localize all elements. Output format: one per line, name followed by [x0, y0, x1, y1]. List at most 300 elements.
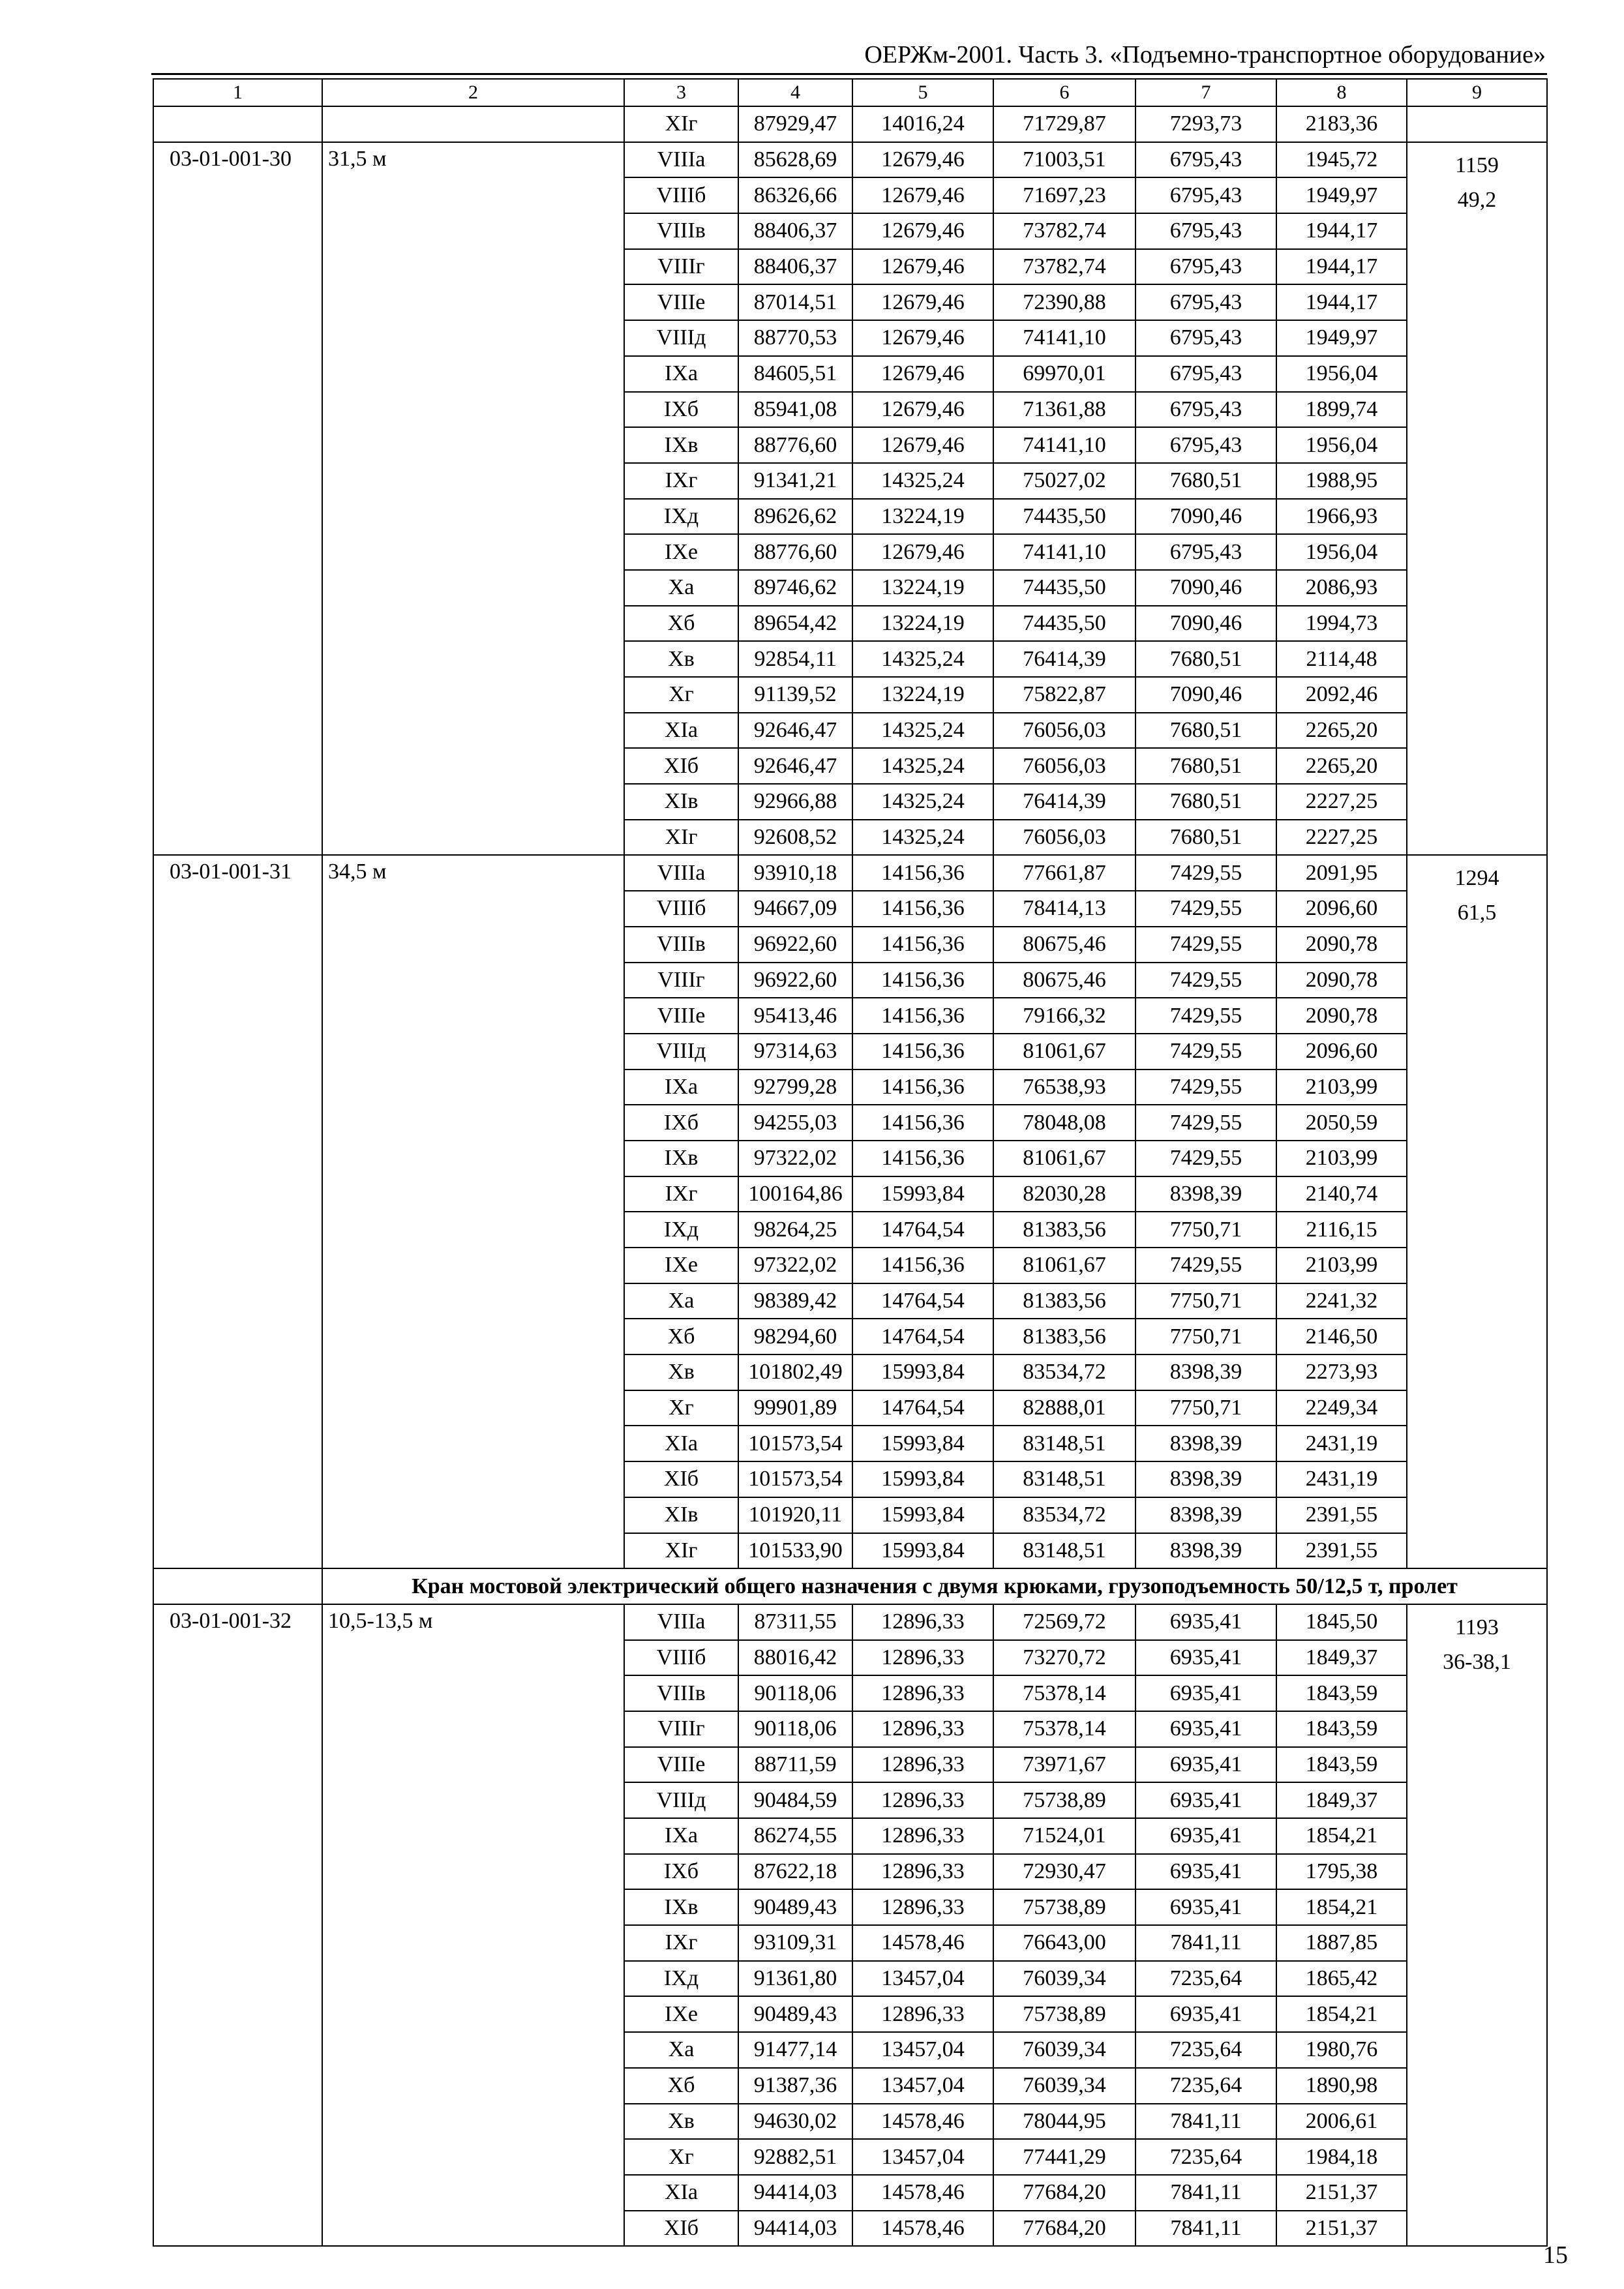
value-cell: 2391,55	[1276, 1497, 1407, 1533]
value-cell: 13457,04	[852, 1961, 993, 1997]
crane-type-cell: XIг	[624, 1533, 738, 1569]
value-cell: 74141,10	[993, 427, 1135, 463]
value-cell: 14764,54	[852, 1319, 993, 1354]
value-cell: 7680,51	[1135, 713, 1276, 749]
crane-type-cell: IXв	[624, 1141, 738, 1176]
value-cell: 12679,46	[852, 249, 993, 285]
crane-type-cell: XIа	[624, 1426, 738, 1461]
crane-type-cell: XIб	[624, 1461, 738, 1497]
value-cell: 7750,71	[1135, 1212, 1276, 1248]
value-cell: 83148,51	[993, 1461, 1135, 1497]
value-cell: 77684,20	[993, 2211, 1135, 2247]
value-cell: 2183,36	[1276, 106, 1407, 142]
value-cell: 1944,17	[1276, 249, 1407, 285]
value-cell: 75027,02	[993, 463, 1135, 499]
value-cell: 12896,33	[852, 1711, 993, 1747]
rate-code-cell: 03-01-001-30	[153, 142, 322, 856]
value-cell: 83534,72	[993, 1354, 1135, 1390]
value-cell: 76056,03	[993, 748, 1135, 784]
crane-type-cell: VIIIд	[624, 1034, 738, 1070]
empty-cell	[1407, 106, 1547, 142]
value-cell: 8398,39	[1135, 1176, 1276, 1212]
crane-type-cell: IXг	[624, 1176, 738, 1212]
crane-type-cell: VIIIа	[624, 1604, 738, 1640]
value-cell: 7841,11	[1135, 2175, 1276, 2211]
value-cell: 13224,19	[852, 677, 993, 713]
value-cell: 73270,72	[993, 1640, 1135, 1676]
value-cell: 6935,41	[1135, 1604, 1276, 1640]
value-cell: 12896,33	[852, 1604, 993, 1640]
value-cell: 74435,50	[993, 499, 1135, 535]
value-cell: 101573,54	[738, 1461, 852, 1497]
crane-type-cell: Xб	[624, 606, 738, 642]
value-cell: 14325,24	[852, 713, 993, 749]
mass-value: 36-38,1	[1443, 1649, 1511, 1674]
value-cell: 97322,02	[738, 1248, 852, 1283]
value-cell: 14156,36	[852, 1105, 993, 1141]
value-cell: 84605,51	[738, 356, 852, 392]
value-cell: 89626,62	[738, 499, 852, 535]
value-cell: 8398,39	[1135, 1497, 1276, 1533]
crane-type-cell: IXв	[624, 427, 738, 463]
value-cell: 91387,36	[738, 2068, 852, 2104]
mass-value: 1193	[1455, 1615, 1499, 1639]
value-cell: 7680,51	[1135, 463, 1276, 499]
value-cell: 15993,84	[852, 1461, 993, 1497]
value-cell: 88016,42	[738, 1640, 852, 1676]
value-cell: 93109,31	[738, 1925, 852, 1961]
value-cell: 15993,84	[852, 1354, 993, 1390]
value-cell: 73782,74	[993, 213, 1135, 249]
value-cell: 72390,88	[993, 284, 1135, 320]
crane-type-cell: XIб	[624, 748, 738, 784]
value-cell: 15993,84	[852, 1176, 993, 1212]
crane-type-cell: VIIIв	[624, 927, 738, 963]
value-cell: 7235,64	[1135, 2068, 1276, 2104]
value-cell: 86274,55	[738, 1818, 852, 1854]
value-cell: 71697,23	[993, 177, 1135, 213]
value-cell: 94414,03	[738, 2211, 852, 2247]
crane-type-cell: VIIIг	[624, 1711, 738, 1747]
value-cell: 8398,39	[1135, 1426, 1276, 1461]
value-cell: 1980,76	[1276, 2032, 1407, 2068]
value-cell: 87929,47	[738, 106, 852, 142]
value-cell: 101533,90	[738, 1533, 852, 1569]
value-cell: 7750,71	[1135, 1390, 1276, 1426]
value-cell: 82888,01	[993, 1390, 1135, 1426]
value-cell: 12679,46	[852, 213, 993, 249]
value-cell: 76414,39	[993, 784, 1135, 820]
crane-type-cell: VIIIа	[624, 855, 738, 891]
crane-type-cell: Xб	[624, 1319, 738, 1354]
value-cell: 14156,36	[852, 855, 993, 891]
value-cell: 7680,51	[1135, 641, 1276, 677]
value-cell: 92882,51	[738, 2139, 852, 2175]
value-cell: 96922,60	[738, 963, 852, 998]
value-cell: 12679,46	[852, 284, 993, 320]
value-cell: 14156,36	[852, 1248, 993, 1283]
value-cell: 76056,03	[993, 713, 1135, 749]
value-cell: 2006,61	[1276, 2104, 1407, 2140]
crane-type-cell: Xа	[624, 570, 738, 606]
value-cell: 2391,55	[1276, 1533, 1407, 1569]
value-cell: 94255,03	[738, 1105, 852, 1141]
value-cell: 7429,55	[1135, 1070, 1276, 1105]
value-cell: 76039,34	[993, 2032, 1135, 2068]
crane-type-cell: IXг	[624, 1925, 738, 1961]
table-row	[153, 855, 1547, 891]
value-cell: 2091,95	[1276, 855, 1407, 891]
value-cell: 69970,01	[993, 356, 1135, 392]
value-cell: 76414,39	[993, 641, 1135, 677]
crane-type-cell: IXа	[624, 1070, 738, 1105]
value-cell: 78044,95	[993, 2104, 1135, 2140]
value-cell: 1843,59	[1276, 1675, 1407, 1711]
value-cell: 15993,84	[852, 1497, 993, 1533]
value-cell: 1966,93	[1276, 499, 1407, 535]
value-cell: 92646,47	[738, 713, 852, 749]
value-cell: 92799,28	[738, 1070, 852, 1105]
value-cell: 74141,10	[993, 534, 1135, 570]
value-cell: 74141,10	[993, 320, 1135, 356]
value-cell: 7429,55	[1135, 1141, 1276, 1176]
value-cell: 2092,46	[1276, 677, 1407, 713]
crane-type-cell: IXа	[624, 1818, 738, 1854]
crane-type-cell: VIIIе	[624, 1747, 738, 1783]
crane-type-cell: IXб	[624, 1105, 738, 1141]
crane-type-cell: Xв	[624, 2104, 738, 2140]
crane-type-cell: VIIIд	[624, 1782, 738, 1818]
value-cell: 91139,52	[738, 677, 852, 713]
value-cell: 90489,43	[738, 1889, 852, 1925]
value-cell: 78048,08	[993, 1105, 1135, 1141]
crane-type-cell: Xа	[624, 2032, 738, 2068]
value-cell: 77684,20	[993, 2175, 1135, 2211]
value-cell: 1854,21	[1276, 1996, 1407, 2032]
value-cell: 2265,20	[1276, 748, 1407, 784]
value-cell: 76039,34	[993, 2068, 1135, 2104]
empty-cell	[153, 106, 322, 142]
value-cell: 1865,42	[1276, 1961, 1407, 1997]
crane-type-cell: XIб	[624, 2211, 738, 2247]
value-cell: 6935,41	[1135, 1640, 1276, 1676]
crane-type-cell: IXд	[624, 1212, 738, 1248]
value-cell: 1887,85	[1276, 1925, 1407, 1961]
value-cell: 1843,59	[1276, 1711, 1407, 1747]
value-cell: 7429,55	[1135, 1105, 1276, 1141]
value-cell: 13457,04	[852, 2032, 993, 2068]
value-cell: 90489,43	[738, 1996, 852, 2032]
value-cell: 90118,06	[738, 1675, 852, 1711]
value-cell: 92854,11	[738, 641, 852, 677]
value-cell: 2116,15	[1276, 1212, 1407, 1248]
value-cell: 2086,93	[1276, 570, 1407, 606]
value-cell: 1849,37	[1276, 1782, 1407, 1818]
value-cell: 80675,46	[993, 927, 1135, 963]
value-cell: 75738,89	[993, 1889, 1135, 1925]
crane-type-cell: VIIIб	[624, 891, 738, 927]
value-cell: 14325,24	[852, 748, 993, 784]
value-cell: 1849,37	[1276, 1640, 1407, 1676]
value-cell: 93910,18	[738, 855, 852, 891]
section-title: Кран мостовой электрический общего назначения с двумя крюками, грузоподъемность 50/12,5 т, пролет	[322, 1568, 1547, 1604]
value-cell: 94667,09	[738, 891, 852, 927]
value-cell: 94630,02	[738, 2104, 852, 2140]
value-cell: 1854,21	[1276, 1818, 1407, 1854]
column-header: 2	[322, 79, 624, 106]
value-cell: 6795,43	[1135, 213, 1276, 249]
value-cell: 2265,20	[1276, 713, 1407, 749]
value-cell: 15993,84	[852, 1426, 993, 1461]
value-cell: 14156,36	[852, 1141, 993, 1176]
value-cell: 86326,66	[738, 177, 852, 213]
column-header: 4	[738, 79, 852, 106]
value-cell: 74435,50	[993, 606, 1135, 642]
value-cell: 92608,52	[738, 820, 852, 856]
crane-type-cell: Xг	[624, 1390, 738, 1426]
value-cell: 71361,88	[993, 392, 1135, 428]
value-cell: 2103,99	[1276, 1070, 1407, 1105]
value-cell: 6935,41	[1135, 1782, 1276, 1818]
value-cell: 12679,46	[852, 392, 993, 428]
value-cell: 1984,18	[1276, 2139, 1407, 2175]
value-cell: 92646,47	[738, 748, 852, 784]
value-cell: 6795,43	[1135, 320, 1276, 356]
table-row	[153, 106, 1547, 142]
value-cell: 2146,50	[1276, 1319, 1407, 1354]
value-cell: 2140,74	[1276, 1176, 1407, 1212]
value-cell: 6795,43	[1135, 142, 1276, 178]
value-cell: 97322,02	[738, 1141, 852, 1176]
value-cell: 1988,95	[1276, 463, 1407, 499]
value-cell: 7429,55	[1135, 927, 1276, 963]
crane-type-cell: IXд	[624, 499, 738, 535]
value-cell: 75378,14	[993, 1675, 1135, 1711]
value-cell: 2431,19	[1276, 1426, 1407, 1461]
value-cell: 14325,24	[852, 463, 993, 499]
crane-type-cell: Xв	[624, 1354, 738, 1390]
value-cell: 6935,41	[1135, 1818, 1276, 1854]
value-cell: 1845,50	[1276, 1604, 1407, 1640]
crane-type-cell: Xг	[624, 2139, 738, 2175]
crane-type-cell: XIа	[624, 713, 738, 749]
value-cell: 15993,84	[852, 1533, 993, 1569]
value-cell: 95413,46	[738, 998, 852, 1034]
mass-cell	[1407, 142, 1547, 856]
value-cell: 71729,87	[993, 106, 1135, 142]
span-length-cell: 31,5 м	[322, 142, 624, 856]
value-cell: 12896,33	[852, 1818, 993, 1854]
value-cell: 12896,33	[852, 1640, 993, 1676]
crane-type-cell: VIIIе	[624, 998, 738, 1034]
crane-type-cell: VIIIв	[624, 1675, 738, 1711]
value-cell: 12679,46	[852, 142, 993, 178]
value-cell: 73971,67	[993, 1747, 1135, 1783]
value-cell: 13457,04	[852, 2068, 993, 2104]
value-cell: 7429,55	[1135, 1034, 1276, 1070]
value-cell: 14578,46	[852, 2175, 993, 2211]
value-cell: 1899,74	[1276, 392, 1407, 428]
value-cell: 8398,39	[1135, 1461, 1276, 1497]
value-cell: 1854,21	[1276, 1889, 1407, 1925]
crane-type-cell: IXд	[624, 1961, 738, 1997]
value-cell: 14578,46	[852, 2211, 993, 2247]
document-title: ОЕРЖм-2001. Часть 3. «Подъемно-транспортное оборудование»	[864, 41, 1546, 68]
value-cell: 1949,97	[1276, 320, 1407, 356]
value-cell: 100164,86	[738, 1176, 852, 1212]
value-cell: 7090,46	[1135, 570, 1276, 606]
crane-type-cell: VIIIа	[624, 142, 738, 178]
column-header: 3	[624, 79, 738, 106]
crane-type-cell: IXг	[624, 463, 738, 499]
column-header: 5	[852, 79, 993, 106]
value-cell: 1944,17	[1276, 213, 1407, 249]
value-cell: 2273,93	[1276, 1354, 1407, 1390]
value-cell: 14156,36	[852, 1070, 993, 1105]
value-cell: 7750,71	[1135, 1283, 1276, 1319]
value-cell: 2103,99	[1276, 1248, 1407, 1283]
value-cell: 81061,67	[993, 1141, 1135, 1176]
table-row	[153, 1604, 1547, 1640]
value-cell: 2114,48	[1276, 641, 1407, 677]
value-cell: 14578,46	[852, 2104, 993, 2140]
value-cell: 6935,41	[1135, 1711, 1276, 1747]
empty-cell	[322, 106, 624, 142]
mass-value: 1159	[1455, 153, 1499, 177]
value-cell: 75822,87	[993, 677, 1135, 713]
value-cell: 80675,46	[993, 963, 1135, 998]
value-cell: 7090,46	[1135, 677, 1276, 713]
value-cell: 2090,78	[1276, 998, 1407, 1034]
value-cell: 88406,37	[738, 249, 852, 285]
value-cell: 14578,46	[852, 1925, 993, 1961]
value-cell: 12896,33	[852, 1996, 993, 2032]
column-header: 8	[1276, 79, 1407, 106]
value-cell: 97314,63	[738, 1034, 852, 1070]
value-cell: 76643,00	[993, 1925, 1135, 1961]
column-header: 7	[1135, 79, 1276, 106]
crane-type-cell: IXб	[624, 392, 738, 428]
value-cell: 6795,43	[1135, 249, 1276, 285]
value-cell: 1843,59	[1276, 1747, 1407, 1783]
value-cell: 7429,55	[1135, 891, 1276, 927]
value-cell: 12679,46	[852, 356, 993, 392]
value-cell: 12896,33	[852, 1854, 993, 1890]
value-cell: 2050,59	[1276, 1105, 1407, 1141]
value-cell: 89746,62	[738, 570, 852, 606]
crane-type-cell: VIIIв	[624, 213, 738, 249]
value-cell: 12679,46	[852, 177, 993, 213]
value-cell: 74435,50	[993, 570, 1135, 606]
value-cell: 12896,33	[852, 1675, 993, 1711]
mass-value: 1294	[1454, 866, 1499, 891]
value-cell: 14325,24	[852, 784, 993, 820]
value-cell: 90118,06	[738, 1711, 852, 1747]
value-cell: 2249,34	[1276, 1390, 1407, 1426]
value-cell: 2227,25	[1276, 784, 1407, 820]
crane-type-cell: VIIIд	[624, 320, 738, 356]
value-cell: 76538,93	[993, 1070, 1135, 1105]
crane-type-cell: IXе	[624, 1996, 738, 2032]
value-cell: 7841,11	[1135, 2211, 1276, 2247]
value-cell: 75378,14	[993, 1711, 1135, 1747]
value-cell: 75738,89	[993, 1996, 1135, 2032]
value-cell: 7841,11	[1135, 1925, 1276, 1961]
value-cell: 81383,56	[993, 1283, 1135, 1319]
value-cell: 7429,55	[1135, 855, 1276, 891]
column-header-row	[153, 79, 1547, 106]
value-cell: 1956,04	[1276, 534, 1407, 570]
value-cell: 14764,54	[852, 1212, 993, 1248]
value-cell: 1994,73	[1276, 606, 1407, 642]
value-cell: 14325,24	[852, 641, 993, 677]
table-row	[153, 142, 1547, 178]
value-cell: 14156,36	[852, 891, 993, 927]
mass-cell	[1407, 1604, 1547, 2246]
value-cell: 91341,21	[738, 463, 852, 499]
value-cell: 98389,42	[738, 1283, 852, 1319]
value-cell: 92966,88	[738, 784, 852, 820]
value-cell: 77661,87	[993, 855, 1135, 891]
column-header: 1	[153, 79, 322, 106]
value-cell: 88776,60	[738, 534, 852, 570]
column-header: 9	[1407, 79, 1547, 106]
value-cell: 14325,24	[852, 820, 993, 856]
mass-value: 49,2	[1457, 187, 1497, 212]
value-cell: 1949,97	[1276, 177, 1407, 213]
rate-code-cell: 03-01-001-32	[153, 1604, 322, 2246]
value-cell: 2090,78	[1276, 963, 1407, 998]
value-cell: 2096,60	[1276, 891, 1407, 927]
value-cell: 101920,11	[738, 1497, 852, 1533]
value-cell: 2431,19	[1276, 1461, 1407, 1497]
value-cell: 1956,04	[1276, 356, 1407, 392]
section-row	[153, 1568, 1547, 1604]
value-cell: 72930,47	[993, 1854, 1135, 1890]
value-cell: 1795,38	[1276, 1854, 1407, 1890]
value-cell: 2096,60	[1276, 1034, 1407, 1070]
value-cell: 12896,33	[852, 1782, 993, 1818]
crane-type-cell: VIIIе	[624, 284, 738, 320]
value-cell: 87014,51	[738, 284, 852, 320]
value-cell: 12896,33	[852, 1889, 993, 1925]
crane-type-cell: XIг	[624, 106, 738, 142]
crane-type-cell: Xв	[624, 641, 738, 677]
value-cell: 101573,54	[738, 1426, 852, 1461]
rates-table	[153, 78, 1548, 2247]
value-cell: 14156,36	[852, 998, 993, 1034]
value-cell: 7841,11	[1135, 2104, 1276, 2140]
value-cell: 2151,37	[1276, 2175, 1407, 2211]
value-cell: 7680,51	[1135, 784, 1276, 820]
value-cell: 8398,39	[1135, 1354, 1276, 1390]
crane-type-cell: VIIIг	[624, 249, 738, 285]
value-cell: 12679,46	[852, 427, 993, 463]
value-cell: 7235,64	[1135, 2032, 1276, 2068]
value-cell: 81383,56	[993, 1319, 1135, 1354]
value-cell: 73782,74	[993, 249, 1135, 285]
value-cell: 91477,14	[738, 2032, 852, 2068]
value-cell: 96922,60	[738, 927, 852, 963]
value-cell: 6935,41	[1135, 1996, 1276, 2032]
crane-type-cell: VIIIб	[624, 1640, 738, 1676]
value-cell: 81061,67	[993, 1034, 1135, 1070]
value-cell: 6795,43	[1135, 356, 1276, 392]
value-cell: 2151,37	[1276, 2211, 1407, 2247]
value-cell: 87622,18	[738, 1854, 852, 1890]
crane-type-cell: IXе	[624, 1248, 738, 1283]
value-cell: 6935,41	[1135, 1889, 1276, 1925]
